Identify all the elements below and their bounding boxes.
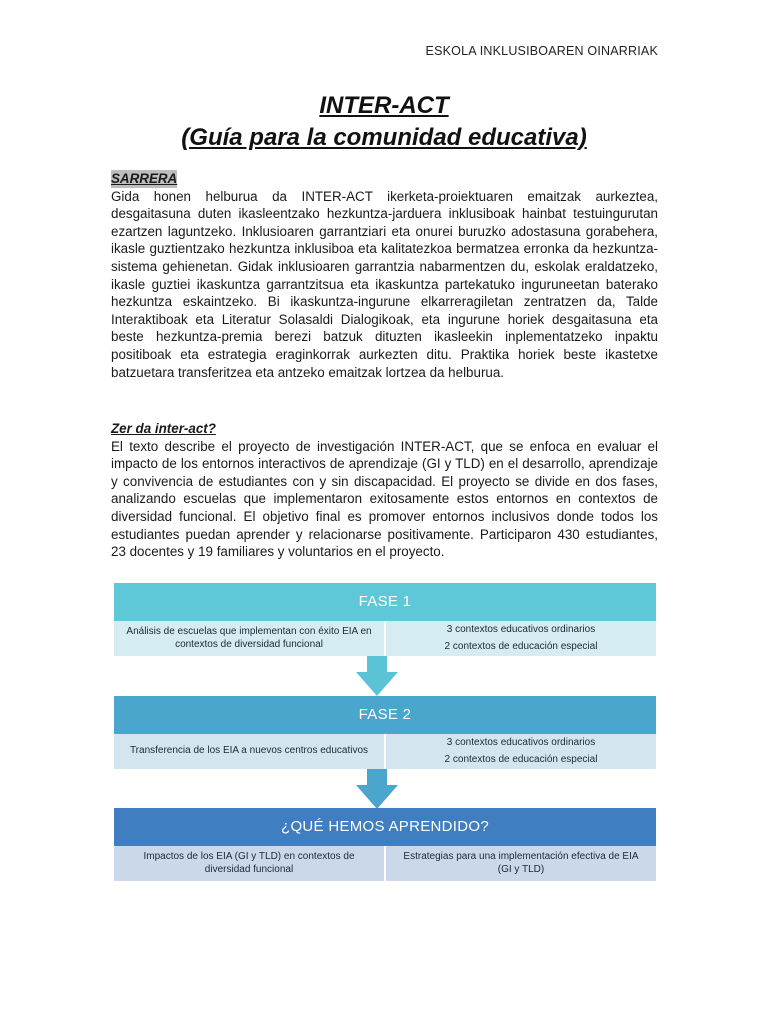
section-zer-da	[111, 420, 658, 561]
section-body-sarrera: Gida honen helburua da INTER-ACT ikerketa-proiektuaren emaitzak aurkeztea, desgaitasuna duten ikasleentzako hezkuntza-jarduera inklusiboak hainbat testuingurutan ezartzen laguntzeko. Inklusioaren garrantziari eta onurei buruzko adostasuna gorabehera, ikasle guztientzako hezkuntza inklusiboa eta kalitatezkoa bermatzea erronka da hezkuntza-sistema gehienetan. Gidak inklusioaren garrantzia nabarmentzen du, eskolak eraldatzeko, ikasle guztiei ikaskuntza garrantzitsua eta ikaskuntza partekatuko inguruneetan baterako hezkuntza eskaintzeko. Bi ikaskuntza-ingurune elkarreragiletan zentratzen da, Talde Interaktiboak eta Literatur Solasaldi Dialogikoak, eta ingurune horiek desgaitasuna eta beste hezkuntza-premia berezi batzuk dituzten ikasleekin inplementatzeko inpaktu positiboak eta estrategia eraginkorrak aurkezten ditu. Praktika horiek beste ikastetxe batzuetara transferitzea eta antzeko emaitzak lortzea da helburua.	[111, 188, 658, 380]
learned-panel	[114, 846, 656, 881]
section-sarrera	[111, 170, 658, 381]
running-header: ESKOLA INKLUSIBOAREN OINARRIAK	[425, 44, 658, 58]
section-heading-zer-da: Zer da inter-act?	[111, 421, 216, 436]
phase2-right-cell	[384, 734, 656, 769]
down-arrow-icon	[356, 656, 398, 698]
phase1-right-line2: 2 contextos de educación especial	[444, 640, 598, 652]
phase2-right-line2: 2 contextos de educación especial	[444, 753, 598, 765]
phase2-right-line1: 3 contextos educativos ordinarios	[446, 737, 596, 748]
project-phases-diagram	[114, 583, 656, 883]
phase1-panel	[114, 621, 656, 656]
learned-left-cell: Impactos de los EIA (GI y TLD) en contextos de diversidad funcional	[143, 851, 355, 875]
phase2-panel	[114, 734, 656, 769]
learned-band: ¿QUÉ HEMOS APRENDIDO?	[114, 808, 656, 846]
phase1-right-line1: 3 contextos educativos ordinarios	[446, 624, 596, 635]
title-main: INTER-ACT	[319, 92, 449, 119]
phase1-band: FASE 1	[114, 583, 656, 621]
phase1-left-cell: Análisis de escuelas que implementan con éxito EIA en contextos de diversidad funcional	[126, 626, 372, 650]
learned-right-cell: Estrategias para una implementación efectiva de EIA (GI y TLD)	[384, 846, 656, 881]
section-body-zer-da: El texto describe el proyecto de investigación INTER-ACT, que se enfoca en evaluar el impacto de los entornos interactivos de aprendizaje (GI y TLD) en el desarrollo, aprendizaje y convivencia de estudiantes con y sin discapacidad. El proyecto se divide en dos fases, analizando escuelas que implementaron exitosamente estos entornos en contextos de diversidad funcional. El objetivo final es promover entornos inclusivos donde todos los estudiantes puedan aprender y relacionarse positivamente. Participaron 430 estudiantes, 23 docentes y 19 familiares y voluntarios en el proyecto.	[111, 438, 658, 560]
phase2-left-cell: Transferencia de los EIA a nuevos centros educativos	[129, 745, 369, 757]
document-title	[0, 90, 768, 154]
section-heading-sarrera: SARRERA	[111, 171, 178, 186]
phase1-right-cell	[384, 621, 656, 656]
title-subtitle: (Guía para la comunidad educativa)	[181, 124, 587, 151]
down-arrow-icon	[356, 769, 398, 811]
phase2-band: FASE 2	[114, 696, 656, 734]
